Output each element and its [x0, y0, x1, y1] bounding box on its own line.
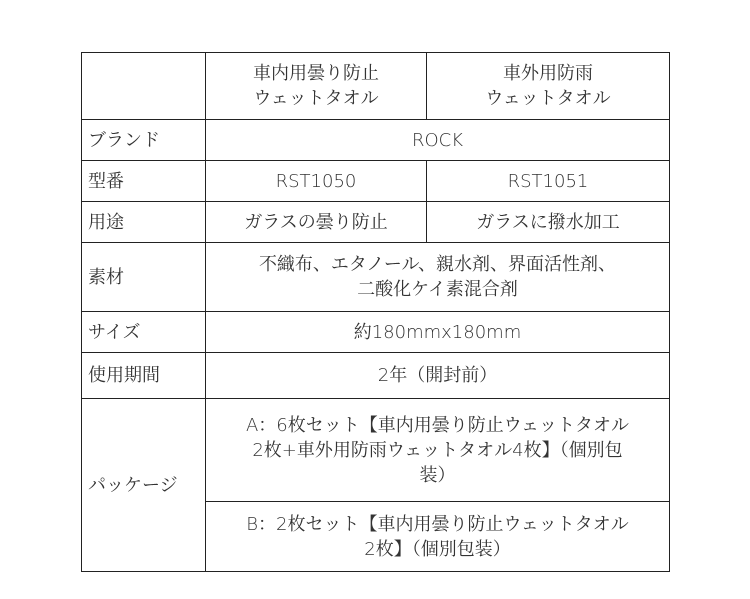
term-label: 使用期間 [82, 353, 206, 399]
brand-value: ROCK [206, 120, 670, 161]
brand-label: ブランド [82, 120, 206, 161]
row-usage [82, 202, 670, 243]
size-value: 約180mmx180mm [206, 312, 670, 353]
usage-label: 用途 [82, 202, 206, 243]
term-value: 2年（開封前） [206, 353, 670, 399]
package-option-a [206, 399, 670, 502]
package-a-line1: A：6枚セット【車内用曇り防止ウェットタオル [245, 414, 630, 436]
usage-exterior: ガラスに撥水加工 [427, 202, 670, 243]
header-interior-line1: 車内用曇り防止 [253, 63, 379, 84]
header-exterior [427, 53, 670, 120]
header-exterior-line2: ウェットタオル [485, 88, 611, 109]
package-a-line3: 装） [419, 464, 456, 486]
row-package-a [82, 399, 670, 502]
package-b-line1: B：2枚セット【車内用曇り防止ウェットタオル [246, 513, 629, 535]
package-label: パッケージ [82, 399, 206, 572]
header-exterior-line1: 車外用防雨 [503, 63, 593, 84]
header-empty-cell [82, 53, 206, 120]
row-model [82, 161, 670, 202]
header-interior [206, 53, 427, 120]
model-exterior: RST1051 [427, 161, 670, 202]
row-size [82, 312, 670, 353]
package-option-b [206, 502, 670, 572]
usage-interior: ガラスの曇り防止 [206, 202, 427, 243]
header-row [82, 53, 670, 120]
model-label: 型番 [82, 161, 206, 202]
material-value [206, 243, 670, 312]
material-label: 素材 [82, 243, 206, 312]
material-line2: 二酸化ケイ素混合剤 [357, 279, 518, 300]
row-material [82, 243, 670, 312]
material-line1: 不織布、エタノール、親水剤、界面活性剤、 [258, 254, 617, 275]
package-a-line2: 2枚+車外用防雨ウェットタオル4枚】（個別包 [252, 439, 623, 461]
row-term [82, 353, 670, 399]
header-interior-line2: ウェットタオル [253, 88, 379, 109]
size-label: サイズ [82, 312, 206, 353]
model-interior: RST1050 [206, 161, 427, 202]
package-b-line2: 2枚】（個別包装） [364, 538, 511, 560]
row-brand [82, 120, 670, 161]
spec-table [81, 52, 670, 572]
